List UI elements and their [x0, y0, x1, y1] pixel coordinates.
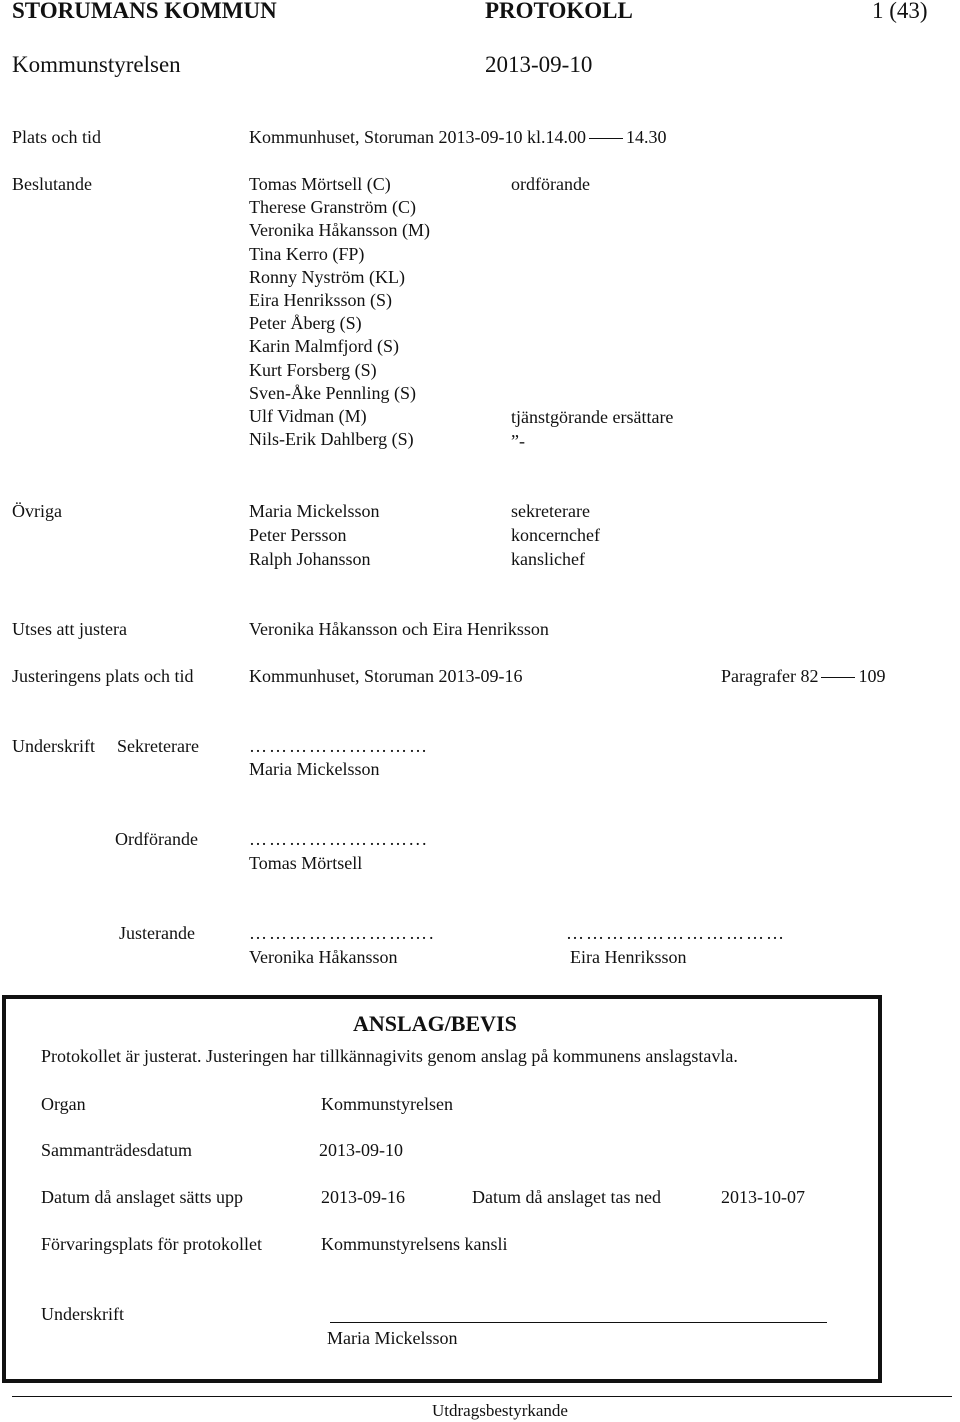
paragraphs-from: 82 [800, 666, 819, 686]
adjustment-value: Kommunhuset, Storuman 2013-09-16 [249, 666, 523, 686]
organ-value: Kommunstyrelsen [321, 1094, 453, 1114]
range-dash [821, 677, 855, 678]
signature-label: Underskrift [12, 736, 95, 756]
place-time-label: Plats och tid [12, 127, 101, 147]
organ-label: Organ [41, 1094, 86, 1114]
page-number: 1 (43) [872, 0, 928, 23]
storage-label: Förvaringsplats för protokollet [41, 1234, 262, 1254]
member-item: Eira Henriksson (S) [249, 289, 392, 310]
meeting-date: 2013-09-10 [485, 52, 593, 77]
chair-label: Ordförande [115, 829, 198, 849]
other-person-role: sekreterare [511, 501, 590, 521]
other-person-name: Peter Persson [249, 525, 347, 545]
committee-name: Kommunstyrelsen [12, 52, 181, 77]
member-item: Tina Kerro (FP) [249, 243, 365, 264]
municipality-name: STORUMANS KOMMUN [12, 0, 277, 23]
place-time-start: Kommunhuset, Storuman 2013-09-10 kl.14.00 [249, 127, 586, 147]
range-dash [589, 138, 623, 139]
notice-statement: Protokollet är justerat. Justeringen har tillkännagivits genom anslag på kommunens anslagstavla. [41, 1046, 738, 1066]
adjuster2-signature-dots: …………………………… [566, 923, 786, 943]
posted-date-value: 2013-09-16 [321, 1187, 405, 1207]
paragraphs-label: Paragrafer [721, 666, 796, 686]
other-person-name: Maria Mickelsson [249, 501, 380, 521]
member-item: Therese Granström (C) [249, 197, 416, 218]
adjusters-label: Utses att justera [12, 619, 127, 639]
adjusters-value: Veronika Håkansson och Eira Henriksson [249, 619, 549, 639]
decision-makers-label: Beslutande [12, 174, 92, 194]
other-person-role: koncernchef [511, 525, 600, 545]
removed-date-label: Datum då anslaget tas ned [472, 1187, 661, 1207]
adjuster1-name: Veronika Håkansson [249, 947, 398, 967]
member-item: Kurt Forsberg (S) [249, 359, 377, 380]
adjuster-label: Justerande [119, 923, 195, 943]
notice-signature-name: Maria Mickelsson [327, 1328, 458, 1348]
others-label: Övriga [12, 501, 62, 521]
document-type: PROTOKOLL [485, 0, 633, 23]
storage-value: Kommunstyrelsens kansli [321, 1234, 508, 1254]
ditto-mark: ”- [511, 431, 525, 451]
adjuster2-name: Eira Henriksson [570, 947, 687, 967]
member-item: Tomas Mörtsell (C) [249, 174, 391, 194]
member-item: Karin Malmfjord (S) [249, 336, 399, 357]
signature-line [330, 1322, 827, 1323]
paragraphs-to: 109 [858, 666, 886, 686]
footer-rule [12, 1396, 952, 1397]
meeting-date-label: Sammanträdesdatum [41, 1140, 192, 1160]
substitute-role: tjänstgörande ersättare [511, 407, 674, 427]
member-item: Veronika Håkansson (M) [249, 220, 430, 241]
chair-name: Tomas Mörtsell [249, 853, 363, 873]
member-item: Nils-Erik Dahlberg (S) [249, 429, 414, 450]
paragraphs [721, 665, 885, 687]
decision-makers-list [249, 173, 430, 451]
secretary-signature-dots: ……………………… [249, 736, 429, 756]
chair-role: ordförande [511, 174, 590, 194]
member-item: Ulf Vidman (M) [249, 405, 367, 426]
member-item: Sven-Åke Pennling (S) [249, 382, 416, 403]
secretary-name: Maria Mickelsson [249, 759, 380, 779]
place-time-value [249, 126, 666, 148]
footer-certification: Utdragsbestyrkande [432, 1401, 568, 1420]
meeting-date-value: 2013-09-10 [319, 1140, 403, 1160]
posted-date-label: Datum då anslaget sätts upp [41, 1187, 243, 1207]
notice-title: ANSLAG/BEVIS [353, 1011, 517, 1036]
notice-signature-label: Underskrift [41, 1304, 124, 1324]
other-person-role: kanslichef [511, 549, 585, 569]
place-time-end: 14.30 [625, 127, 667, 147]
chair-signature-dots: ……………………... [249, 829, 429, 849]
adjustment-label: Justeringens plats och tid [12, 666, 194, 686]
member-item: Ronny Nyström (KL) [249, 266, 405, 287]
other-person-name: Ralph Johansson [249, 549, 371, 569]
adjuster1-signature-dots: ………………………. [249, 923, 436, 943]
removed-date-value: 2013-10-07 [721, 1187, 805, 1207]
secretary-label: Sekreterare [117, 736, 199, 756]
member-item: Peter Åberg (S) [249, 313, 362, 334]
